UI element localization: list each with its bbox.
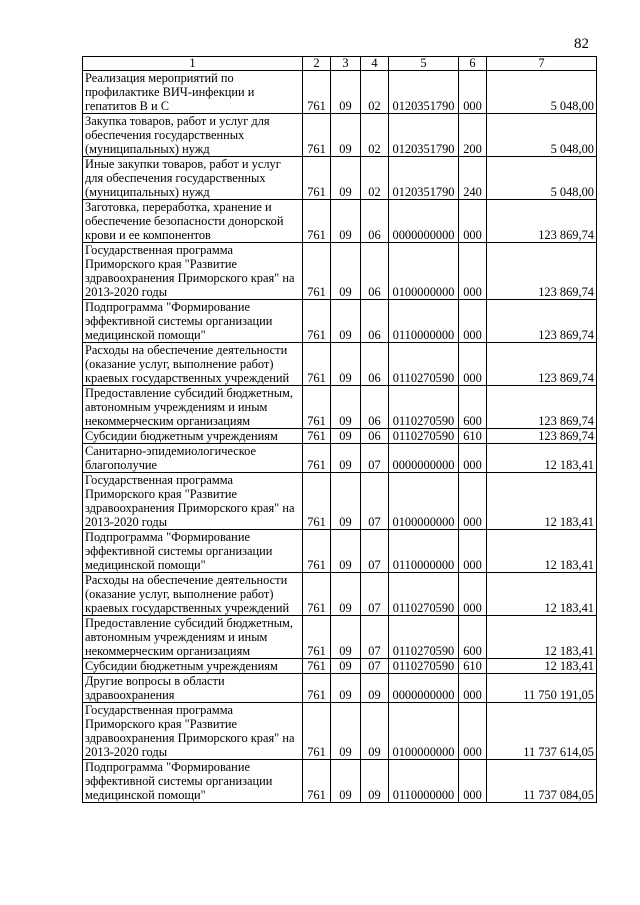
code-cell: 0110270590 [389, 616, 459, 659]
code-cell: 07 [361, 659, 389, 674]
code-cell: 06 [361, 343, 389, 386]
code-cell: 000 [459, 703, 487, 760]
table-row [83, 616, 597, 659]
amount-cell: 123 869,74 [487, 200, 597, 243]
table-row [83, 71, 597, 114]
code-cell: 06 [361, 386, 389, 429]
code-cell: 000 [459, 573, 487, 616]
code-cell: 09 [331, 674, 361, 703]
code-cell: 0110270590 [389, 429, 459, 444]
code-cell: 610 [459, 659, 487, 674]
amount-cell: 12 183,41 [487, 616, 597, 659]
code-cell: 09 [331, 659, 361, 674]
table-row [83, 429, 597, 444]
code-cell: 600 [459, 386, 487, 429]
item-name: Государственная программа Приморского края "Развитие здравоохранения Приморского края" на 2013-2020 годы [83, 243, 303, 300]
code-cell: 761 [303, 703, 331, 760]
item-name: Предоставление субсидий бюджетным, автономным учреждениям и иным некоммерческим организациям [83, 386, 303, 429]
code-cell: 09 [331, 243, 361, 300]
code-cell: 0110270590 [389, 343, 459, 386]
code-cell: 09 [331, 114, 361, 157]
amount-cell: 123 869,74 [487, 386, 597, 429]
table-row [83, 703, 597, 760]
code-cell: 761 [303, 444, 331, 473]
code-cell: 09 [361, 674, 389, 703]
item-name: Подпрограмма "Формирование эффективной системы организации медицинской помощи" [83, 300, 303, 343]
table-row [83, 200, 597, 243]
budget-table [82, 56, 597, 803]
code-cell: 761 [303, 473, 331, 530]
code-cell: 0110270590 [389, 659, 459, 674]
code-cell: 09 [331, 429, 361, 444]
item-name: Расходы на обеспечение деятельности (оказание услуг, выполнение работ) краевых государственных учреждений [83, 573, 303, 616]
code-cell: 761 [303, 200, 331, 243]
code-cell: 0100000000 [389, 703, 459, 760]
amount-cell: 123 869,74 [487, 343, 597, 386]
code-cell: 09 [331, 703, 361, 760]
code-cell: 0110000000 [389, 530, 459, 573]
code-cell: 0110270590 [389, 386, 459, 429]
column-header: 2 [303, 57, 331, 71]
header-row [83, 57, 597, 71]
code-cell: 0000000000 [389, 674, 459, 703]
code-cell: 761 [303, 114, 331, 157]
code-cell: 0110000000 [389, 760, 459, 803]
amount-cell: 123 869,74 [487, 243, 597, 300]
code-cell: 0100000000 [389, 473, 459, 530]
item-name: Иные закупки товаров, работ и услуг для обеспечения государственных (муниципальных) нужд [83, 157, 303, 200]
item-name: Подпрограмма "Формирование эффективной системы организации медицинской помощи" [83, 760, 303, 803]
code-cell: 0120351790 [389, 114, 459, 157]
code-cell: 0110270590 [389, 573, 459, 616]
code-cell: 07 [361, 573, 389, 616]
page-number: 82 [574, 36, 589, 52]
column-header: 4 [361, 57, 389, 71]
code-cell: 761 [303, 616, 331, 659]
code-cell: 000 [459, 71, 487, 114]
item-name: Закупка товаров, работ и услуг для обеспечения государственных (муниципальных) нужд [83, 114, 303, 157]
amount-cell: 12 183,41 [487, 659, 597, 674]
column-header: 1 [83, 57, 303, 71]
code-cell: 000 [459, 674, 487, 703]
code-cell: 06 [361, 429, 389, 444]
code-cell: 02 [361, 114, 389, 157]
code-cell: 240 [459, 157, 487, 200]
code-cell: 02 [361, 157, 389, 200]
code-cell: 09 [331, 300, 361, 343]
code-cell: 200 [459, 114, 487, 157]
amount-cell: 123 869,74 [487, 300, 597, 343]
code-cell: 0000000000 [389, 444, 459, 473]
amount-cell: 11 737 084,05 [487, 760, 597, 803]
column-header: 7 [487, 57, 597, 71]
amount-cell: 5 048,00 [487, 157, 597, 200]
code-cell: 600 [459, 616, 487, 659]
item-name: Государственная программа Приморского края "Развитие здравоохранения Приморского края" на 2013-2020 годы [83, 473, 303, 530]
item-name: Подпрограмма "Формирование эффективной системы организации медицинской помощи" [83, 530, 303, 573]
item-name: Другие вопросы в области здравоохранения [83, 674, 303, 703]
code-cell: 0000000000 [389, 200, 459, 243]
code-cell: 761 [303, 573, 331, 616]
item-name: Расходы на обеспечение деятельности (оказание услуг, выполнение работ) краевых государственных учреждений [83, 343, 303, 386]
code-cell: 761 [303, 300, 331, 343]
code-cell: 000 [459, 343, 487, 386]
item-name: Санитарно-эпидемиологическое благополучие [83, 444, 303, 473]
amount-cell: 11 737 614,05 [487, 703, 597, 760]
code-cell: 09 [331, 157, 361, 200]
code-cell: 761 [303, 674, 331, 703]
code-cell: 09 [331, 200, 361, 243]
table-row [83, 659, 597, 674]
code-cell: 09 [331, 530, 361, 573]
code-cell: 0120351790 [389, 157, 459, 200]
code-cell: 610 [459, 429, 487, 444]
code-cell: 761 [303, 530, 331, 573]
amount-cell: 12 183,41 [487, 473, 597, 530]
table-row [83, 386, 597, 429]
table-row [83, 343, 597, 386]
code-cell: 09 [331, 616, 361, 659]
table-row [83, 573, 597, 616]
code-cell: 761 [303, 71, 331, 114]
column-header: 6 [459, 57, 487, 71]
code-cell: 000 [459, 760, 487, 803]
code-cell: 07 [361, 444, 389, 473]
item-name: Субсидии бюджетным учреждениям [83, 429, 303, 444]
item-name: Реализация мероприятий по профилактике ВИЧ-инфекции и гепатитов В и С [83, 71, 303, 114]
code-cell: 761 [303, 157, 331, 200]
column-header: 3 [331, 57, 361, 71]
code-cell: 000 [459, 300, 487, 343]
table-row [83, 473, 597, 530]
item-name: Заготовка, переработка, хранение и обеспечение безопасности донорской крови и ее компонентов [83, 200, 303, 243]
item-name: Субсидии бюджетным учреждениям [83, 659, 303, 674]
code-cell: 06 [361, 243, 389, 300]
code-cell: 761 [303, 343, 331, 386]
code-cell: 09 [331, 71, 361, 114]
code-cell: 761 [303, 386, 331, 429]
code-cell: 06 [361, 200, 389, 243]
code-cell: 09 [331, 573, 361, 616]
code-cell: 07 [361, 530, 389, 573]
code-cell: 09 [331, 760, 361, 803]
table-row [83, 444, 597, 473]
code-cell: 761 [303, 243, 331, 300]
code-cell: 0110000000 [389, 300, 459, 343]
table-row [83, 530, 597, 573]
code-cell: 09 [331, 444, 361, 473]
code-cell: 000 [459, 473, 487, 530]
item-name: Предоставление субсидий бюджетным, автономным учреждениям и иным некоммерческим организациям [83, 616, 303, 659]
code-cell: 000 [459, 243, 487, 300]
amount-cell: 11 750 191,05 [487, 674, 597, 703]
code-cell: 761 [303, 659, 331, 674]
code-cell: 761 [303, 760, 331, 803]
table-row [83, 157, 597, 200]
amount-cell: 5 048,00 [487, 71, 597, 114]
code-cell: 0120351790 [389, 71, 459, 114]
code-cell: 761 [303, 429, 331, 444]
column-header: 5 [389, 57, 459, 71]
code-cell: 02 [361, 71, 389, 114]
table-row [83, 300, 597, 343]
table-row [83, 243, 597, 300]
code-cell: 06 [361, 300, 389, 343]
code-cell: 09 [361, 760, 389, 803]
code-cell: 09 [331, 473, 361, 530]
code-cell: 09 [331, 343, 361, 386]
table-row [83, 760, 597, 803]
item-name: Государственная программа Приморского края "Развитие здравоохранения Приморского края" на 2013-2020 годы [83, 703, 303, 760]
code-cell: 09 [361, 703, 389, 760]
amount-cell: 12 183,41 [487, 573, 597, 616]
code-cell: 000 [459, 444, 487, 473]
amount-cell: 123 869,74 [487, 429, 597, 444]
table-row [83, 114, 597, 157]
code-cell: 09 [331, 386, 361, 429]
amount-cell: 12 183,41 [487, 444, 597, 473]
amount-cell: 5 048,00 [487, 114, 597, 157]
code-cell: 000 [459, 530, 487, 573]
code-cell: 07 [361, 616, 389, 659]
code-cell: 07 [361, 473, 389, 530]
code-cell: 000 [459, 200, 487, 243]
amount-cell: 12 183,41 [487, 530, 597, 573]
table-row [83, 674, 597, 703]
code-cell: 0100000000 [389, 243, 459, 300]
